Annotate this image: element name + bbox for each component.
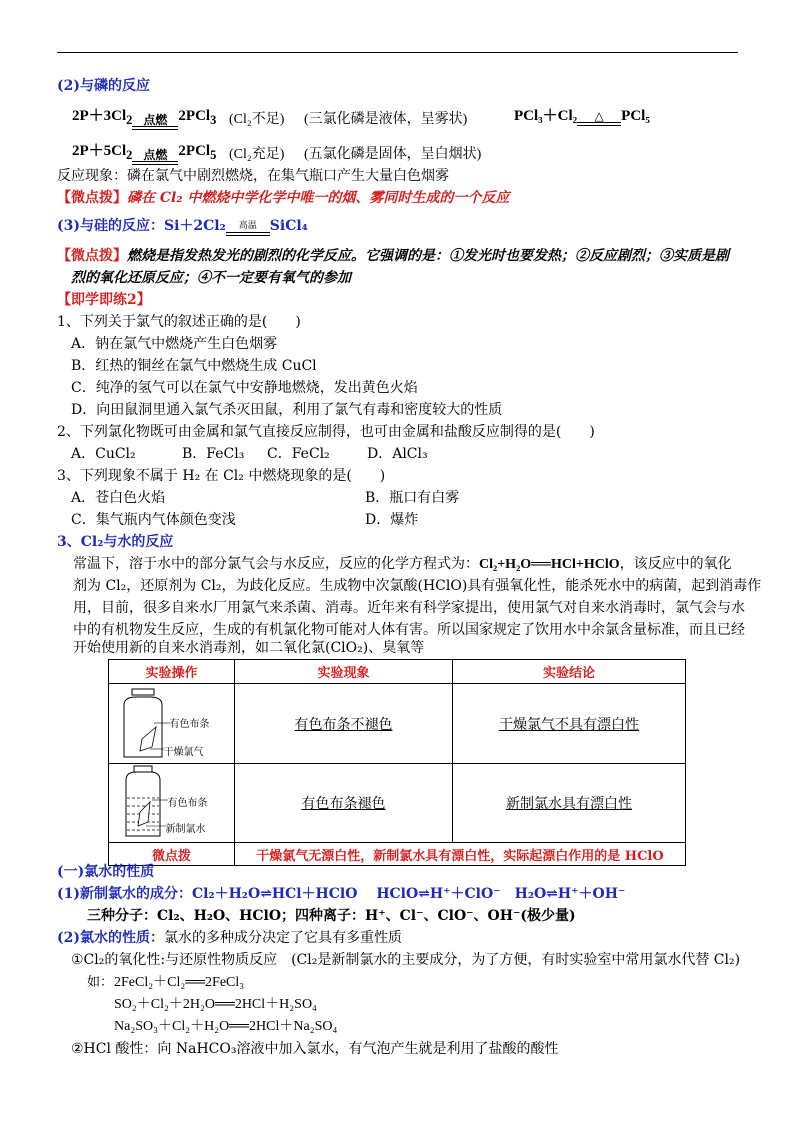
row1-conclusion-text: 干燥氯气不具有漂白性	[499, 716, 639, 733]
dry-chlorine-jar	[112, 685, 232, 763]
row1-operation	[109, 684, 235, 764]
chlorine-water-components: (1)新制氯水的成分：Cl₂＋H₂O⇌HCl＋HClO HClO⇌H⁺＋ClO⁻ H₂O⇌H⁺＋OH⁻	[57, 886, 626, 902]
example-prefix: 如：	[87, 975, 114, 990]
q3-option-b[interactable]: B．瓶口有白雾	[365, 490, 460, 506]
eq2-desc: (五氯化磷是固体，呈白烟状)	[304, 147, 482, 162]
eq2-rsub: 5	[210, 148, 217, 162]
row2-label1: 有色布条	[167, 798, 208, 809]
th-conclusion: 实验结论	[453, 660, 686, 684]
acidity-property: ②HCl 酸性：向 NaHCO₃溶液中加入氯水，有气泡产生就是利用了盐酸的酸性	[71, 1041, 559, 1057]
eq1-sub: 2	[126, 113, 133, 127]
chlorine-water-jar	[112, 764, 232, 842]
q2-option-c[interactable]: C．FeCl₂	[267, 446, 330, 462]
q3-option-a[interactable]: A．苍白色火焰	[71, 490, 166, 506]
row1-conclusion	[453, 684, 686, 764]
practice-title: 【即学即练2】	[57, 292, 151, 308]
row1-label2: 干燥氯气	[163, 746, 204, 758]
experiment-table	[108, 659, 686, 866]
sec3-cond-text: 高温	[238, 221, 257, 231]
para-line-5: 开始使用新的自来水消毒剂，如二氧化氯(ClO₂)、臭氧等	[73, 640, 425, 656]
eq2-right: 2PCl	[178, 143, 211, 159]
para-l1-equation: Cl₂+H₂O══HCl+HClO	[479, 557, 620, 572]
row2-conclusion-text: 新制氯水具有漂白性	[506, 796, 632, 812]
para-line-3: 用，目前，很多自来水厂用氯气来杀菌、消毒。近年来有科学家提出，使用氯气对自来水消毒时，氯气会与水	[73, 600, 745, 616]
q1-option-d[interactable]: D．向田鼠洞里通入氯气杀灭田鼠，利用了氯气有毒和密度较大的性质	[71, 402, 503, 418]
reaction-3: Na₂SO₃＋Cl₂＋H₂O══2HCl＋Na₂SO₄	[114, 1019, 338, 1034]
oxidizing-property: ①Cl₂的氧化性:与还原性物质反应 (Cl₂是新制氯水的主要成分，为了方便，有时实验室中常用氯水代替 Cl₂)	[71, 952, 741, 968]
eq1b-condition	[577, 110, 621, 126]
question-1: 1、下列关于氯气的叙述正确的是( )	[57, 314, 301, 330]
q2-option-b[interactable]: B．FeCl₃	[182, 446, 245, 462]
q3-option-c[interactable]: C．集气瓶内气体颜色变浅	[71, 512, 236, 528]
section-title-phosphorus: (2)与磷的反应	[57, 78, 150, 94]
q1-option-b[interactable]: B．红热的铜丝在氯气中燃烧生成 CuCl	[71, 358, 317, 374]
equation-pcl5	[72, 141, 216, 165]
prop-title-b: 氯水的多种成分决定了它具有多重性质	[164, 930, 402, 946]
row1-phenomenon-text: 有色布条不褪色	[294, 716, 393, 733]
eq1-desc: (三氯化磷是液体，呈雾状)	[304, 112, 468, 127]
q1-option-c[interactable]: C．纯净的氢气可以在氯气中安静地燃烧，发出黄色火焰	[71, 380, 418, 396]
eq2-note: (Cl₂充足)	[229, 147, 285, 162]
tip2-text-l1: 燃烧是指发热发光的剧烈的化学反应。它强调的是：①发光时也要发热；②反应剧烈；③实质是剧	[127, 248, 729, 264]
row2-phenomenon	[235, 764, 453, 843]
reaction-phenomenon: 反应现象：磷在氯气中剧烈燃烧，在集气瓶口产生大量白色烟雾	[57, 168, 449, 184]
eq2-cond-text: 点燃	[143, 148, 168, 162]
row2-conclusion	[453, 764, 686, 843]
sec3-right: SiCl₄	[269, 218, 308, 234]
para-line-2: 剂为 Cl₂，还原剂为 Cl₂，为歧化反应。生成物中次氯酸(HClO)具有强氧化性，能杀死水中的病菌，起到消毒作	[73, 578, 762, 594]
eq1b-right: PCl₅	[621, 108, 650, 124]
eq2-condition	[132, 149, 178, 165]
eq1-condition	[132, 114, 178, 130]
th-phenomenon: 实验现象	[235, 660, 453, 684]
tip-2-line1	[57, 246, 729, 266]
para-line-1	[73, 554, 732, 575]
row2-phenomenon-text: 有色布条褪色	[301, 796, 386, 812]
q3-option-d[interactable]: D．爆炸	[365, 512, 419, 528]
eq1-cond-text: 点燃	[143, 113, 168, 127]
reaction-2: SO₂＋Cl₂＋2H₂O══2HCl＋H₂SO₄	[114, 997, 317, 1012]
header-rule	[57, 52, 738, 53]
sec3-left: (3)与硅的反应：Si＋2Cl₂	[57, 218, 226, 234]
para-line-4: 中的有机物发生反应，生成的有机氯化物可能对人体有害。所以国家规定了饮用水中余氯含量标准，而且已经	[73, 622, 745, 638]
row2-operation	[109, 764, 235, 843]
row2-label2: 新制氯水	[165, 824, 206, 835]
para-l1b: ，该反应中的氧化	[619, 556, 732, 572]
para-l1a: 常温下，溶于水中的部分氯气会与水反应，反应的化学方程式为：	[73, 556, 479, 572]
q2-option-a[interactable]: A．CuCl₂	[71, 446, 136, 462]
eq1-note: (Cl₂不足)	[229, 112, 285, 127]
eq2-sub: 2	[126, 148, 133, 162]
th-operation: 实验操作	[109, 660, 235, 684]
eq1b-left: PCl₃＋Cl₂	[514, 108, 578, 124]
molecules-and-ions: 三种分子：Cl₂、H₂O、HClO；四种离子：H⁺、Cl⁻、ClO⁻、OH⁻(极少量)	[87, 908, 576, 924]
equation-pcl5-from-pcl3	[514, 106, 650, 126]
tip-label-cell: 微点拨	[109, 843, 235, 866]
tip2-tag: 【微点拨】	[57, 248, 127, 264]
chlorine-water-properties	[57, 928, 402, 948]
eq2-left: 2P＋5Cl	[72, 143, 127, 159]
section-title-water: 3、Cl₂与水的反应	[57, 534, 174, 550]
section-title-silicon	[57, 216, 308, 236]
eq1-rsub: 3	[210, 113, 217, 127]
tip-2-line2: 烈的氧化还原反应；④不一定要有氧气的参加	[71, 270, 351, 286]
eq1-right: 2PCl	[178, 108, 211, 124]
eq1-left: 2P＋3Cl	[72, 108, 127, 124]
row1-label1: 有色布条	[169, 718, 210, 730]
row1-phenomenon	[235, 684, 453, 764]
reaction-1: 2FeCl₂＋Cl₂══2FeCl₃	[114, 975, 245, 990]
tip-1	[57, 188, 509, 208]
tip-text-cell: 干燥氯气无漂白性，新制氯水具有漂白性，实际起漂白作用的是 HClO	[235, 843, 686, 866]
tip1-text: 磷在 Cl₂ 中燃烧中学化学中唯一的烟、雾同时生成的一个反应	[127, 190, 510, 206]
chlorine-water-title: (一)氯水的性质	[57, 864, 155, 880]
q1-option-a[interactable]: A．钠在氯气中燃烧产生白色烟雾	[71, 336, 278, 352]
tip1-tag: 【微点拨】	[57, 190, 127, 206]
q2-option-d[interactable]: D．AlCl₃	[367, 446, 428, 462]
question-2: 2、下列氯化物既可由金属和氯气直接反应制得，也可由金属和盐酸反应制得的是( )	[57, 424, 595, 440]
question-3: 3、下列现象不属于 H₂ 在 Cl₂ 中燃烧现象的是( )	[57, 468, 386, 484]
prop-title-a: (2)氯水的性质：	[57, 930, 164, 946]
eq1b-cond-text: △	[594, 109, 604, 123]
equation-pcl3	[72, 106, 216, 130]
sec3-condition	[226, 220, 270, 236]
